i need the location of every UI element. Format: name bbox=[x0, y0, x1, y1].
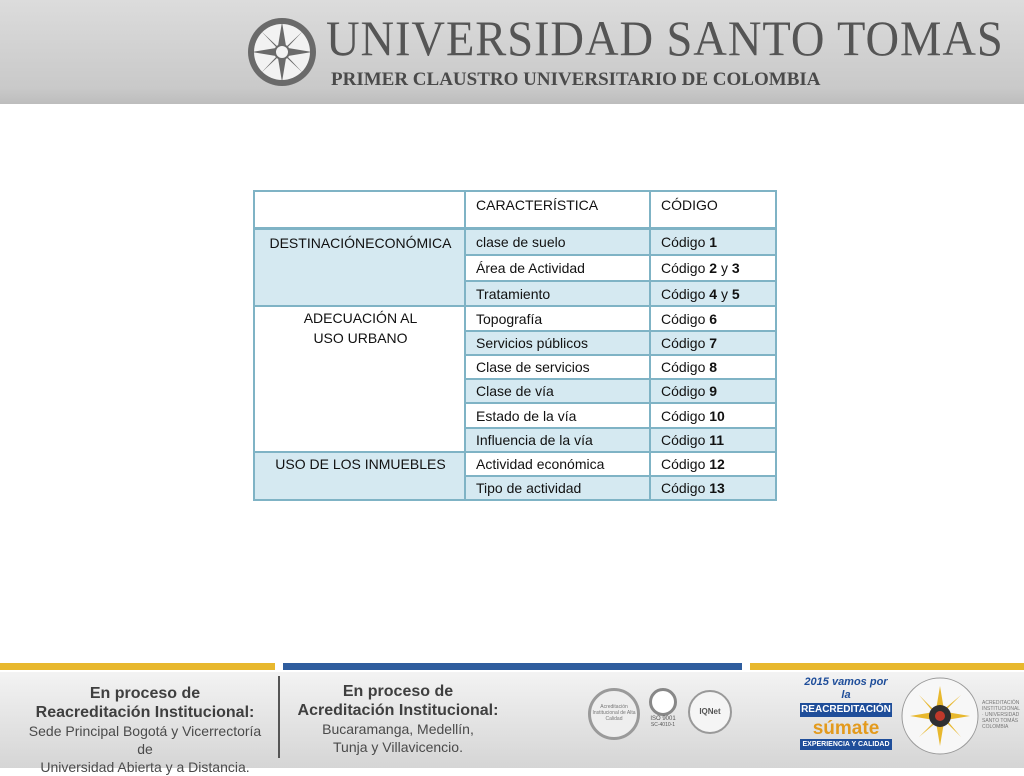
footer-accent-bar-gold bbox=[750, 663, 1024, 670]
footer-divider bbox=[278, 676, 280, 758]
accreditation-heading: Acreditación Institucional: bbox=[297, 702, 499, 719]
row-caracteristica: Servicios públicos bbox=[476, 335, 589, 351]
row-caracteristica: Topografía bbox=[476, 310, 543, 327]
row-codigo: Código 1 bbox=[661, 234, 718, 250]
row-codigo: Código 7 bbox=[661, 335, 718, 351]
icontec-iso-seal-icon: ISO 9001 SC-4010-1 bbox=[646, 688, 680, 740]
row-codigo: Código 11 bbox=[661, 432, 725, 448]
row-caracteristica: clase de suelo bbox=[476, 234, 566, 250]
emblem-caption: ACREDITACIÓN INSTITUCIONAL · UNIVERSIDAD SANTO TOMÁS COLOMBIA bbox=[982, 700, 1020, 730]
reaccreditation-line: Sede Principal Bogotá y Vicerrectoría de bbox=[28, 723, 262, 757]
row-codigo: Código 6 bbox=[661, 310, 718, 327]
row-codigo: Código 4 y 5 bbox=[661, 285, 740, 302]
row-codigo: Código 10 bbox=[661, 407, 725, 424]
accreditation-line: Bucaramanga, Medellín, bbox=[322, 721, 474, 737]
row-codigo: Código 12 bbox=[661, 456, 725, 472]
row-caracteristica: Tratamiento bbox=[476, 285, 551, 302]
row-caracteristica: Clase de servicios bbox=[476, 359, 590, 375]
university-tagline: PRIMER CLAUSTRO UNIVERSITARIO DE COLOMBIA bbox=[331, 69, 821, 90]
accreditation-emblem-icon bbox=[900, 676, 980, 756]
row-codigo: Código 8 bbox=[661, 359, 718, 375]
header-cell-empty bbox=[255, 192, 464, 227]
group-label-uso: USO DE LOS INMUEBLES bbox=[275, 456, 446, 472]
accreditation-seal-icon: Acreditación Institucional de Alta Calidad bbox=[588, 688, 640, 740]
row-codigo: Código 9 bbox=[661, 383, 718, 399]
accreditation-block bbox=[286, 682, 510, 756]
iqnet-seal-icon: IQNet bbox=[688, 690, 732, 734]
reaccreditation-block bbox=[20, 684, 270, 776]
footer-accent-bar-gold bbox=[0, 663, 275, 670]
reaccreditation-heading: En proceso de bbox=[89, 685, 201, 702]
group-label-adecuacion: ADECUACIÓN AL USO URBANO bbox=[303, 310, 418, 346]
header-cell-codigo: CÓDIGO bbox=[661, 196, 718, 213]
row-caracteristica: Clase de vía bbox=[476, 383, 554, 399]
reaccreditation-line: Universidad Abierta y a Distancia. bbox=[40, 759, 250, 775]
header-banner bbox=[0, 0, 1024, 104]
row-caracteristica: Tipo de actividad bbox=[476, 480, 582, 496]
codes-table bbox=[253, 190, 777, 501]
row-caracteristica: Influencia de la vía bbox=[476, 432, 593, 448]
row-codigo: Código 2 y 3 bbox=[661, 260, 740, 276]
row-caracteristica: Actividad económica bbox=[476, 456, 605, 472]
group-label-destinacion: DESTINACIÓNECONÓMICA bbox=[269, 235, 452, 251]
footer-accent-bar-blue bbox=[283, 663, 742, 670]
header-cell-caracteristica: CARACTERÍSTICA bbox=[476, 196, 599, 213]
accreditation-heading: En proceso de bbox=[342, 683, 454, 700]
university-name: UNIVERSIDAD SANTO TOMAS bbox=[326, 10, 1004, 66]
row-codigo: Código 13 bbox=[661, 480, 725, 496]
row-caracteristica: Área de Actividad bbox=[476, 260, 585, 276]
compass-rose-shield-icon bbox=[246, 16, 318, 88]
sumate-campaign-badge: 2015 vamos por la REACREDITACIÓN súmate EXPERIENCIA Y CALIDAD bbox=[801, 676, 891, 748]
accreditation-line: Tunja y Villavicencio. bbox=[333, 739, 463, 755]
reaccreditation-heading: Reacreditación Institucional: bbox=[35, 704, 255, 721]
row-caracteristica: Estado de la vía bbox=[476, 407, 577, 424]
